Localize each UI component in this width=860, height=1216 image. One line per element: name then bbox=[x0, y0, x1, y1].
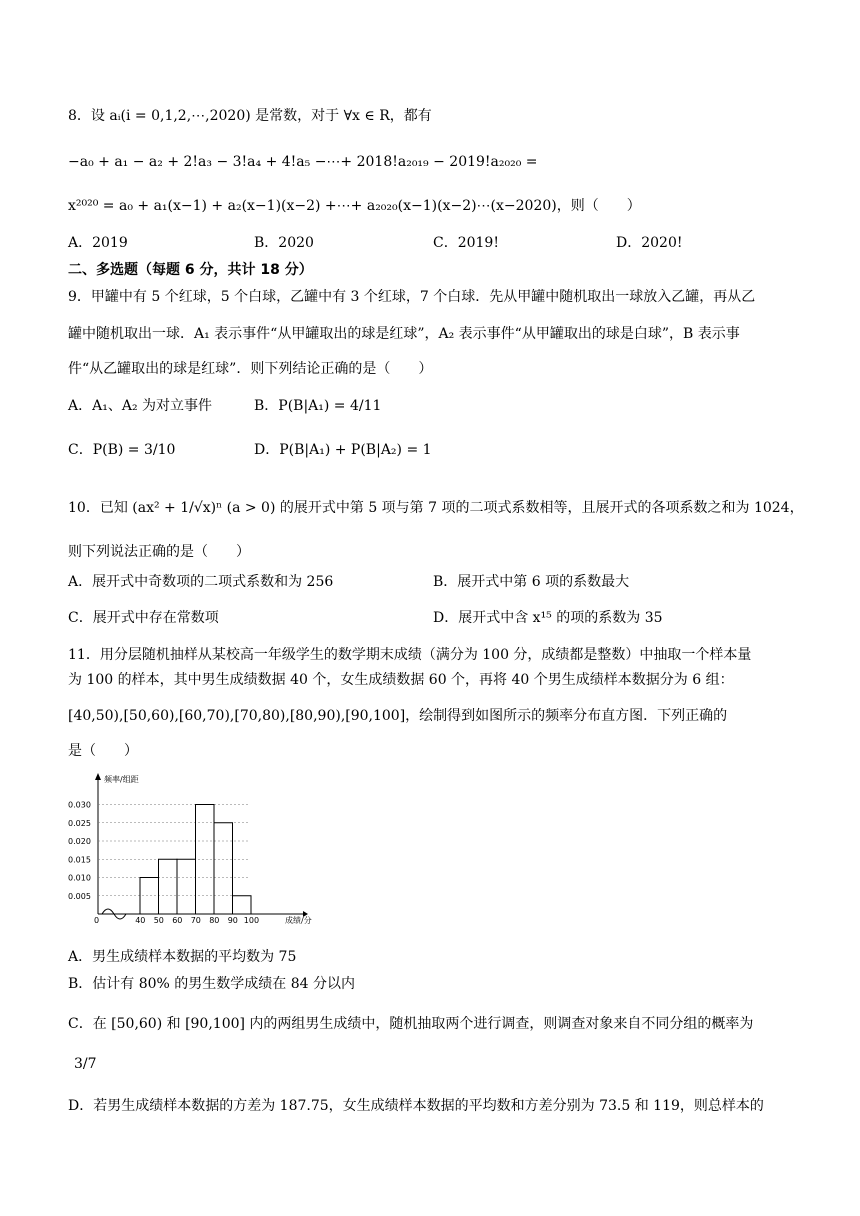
x-tick-label: 70 bbox=[190, 916, 201, 925]
q10-option-a: A．展开式中奇数项的二项式系数和为 256 bbox=[68, 574, 334, 590]
q8-expression-2: x²⁰²⁰ = a₀ + a₁(x−1) + a₂(x−1)(x−2) +⋯+ a₂₀₂₀(x−1)(x−2)⋯(x−2020)，则（ ） bbox=[68, 198, 641, 214]
histogram-bar bbox=[177, 859, 196, 914]
q8-option-a: A．2019 bbox=[68, 235, 128, 251]
y-tick-label: 0.020 bbox=[68, 837, 91, 846]
q10-stem-1: 10．已知 (ax² + 1/√x)ⁿ (a > 0) 的展开式中第 5 项与第 7 项的二项式系数相等，且展开式的各项系数之和为 1024， bbox=[68, 500, 804, 516]
q11-option-d: D．若男生成绩样本数据的方差为 187.75，女生成绩样本数据的平均数和方差分别为 73.5 和 119，则总样本的 bbox=[68, 1098, 764, 1114]
y-axis-label: 频率/组距 bbox=[104, 775, 139, 784]
x-axis-label: 成绩/分 bbox=[285, 916, 312, 925]
section-heading: 二、多选题（每题 6 分，共计 18 分） bbox=[68, 262, 313, 278]
y-tick-label: 0.030 bbox=[68, 800, 91, 810]
q9-option-b: B．P(B|A₁) = 4/11 bbox=[254, 398, 382, 414]
frequency-histogram bbox=[68, 770, 328, 930]
q10-option-c: C．展开式中存在常数项 bbox=[68, 610, 219, 626]
histogram-bar bbox=[214, 823, 233, 914]
q11-option-c: C．在 [50,60) 和 [90,100] 内的两组男生成绩中，随机抽取两个进行调查，则调查对象来自不同分组的概率为 bbox=[68, 1016, 754, 1032]
q8-option-d: D．2020! bbox=[616, 235, 683, 251]
q9-stem-2: 罐中随机取出一球．A₁ 表示事件“从甲罐取出的球是红球”，A₂ 表示事件“从甲罐取出的球是白球”，B 表示事 bbox=[68, 326, 740, 342]
histogram-bar bbox=[233, 896, 252, 914]
q10-stem-2: 则下列说法正确的是（ ） bbox=[68, 544, 250, 560]
q11-stem-3: [40,50),[50,60),[60,70),[70,80),[80,90),[90,100]，绘制得到如图所示的频率分布直方图．下列正确的 bbox=[68, 708, 728, 724]
q9-option-c: C．P(B) = 3/10 bbox=[68, 442, 176, 458]
q9-option-a: A．A₁、A₂ 为对立事件 bbox=[68, 398, 213, 414]
x-tick-label: 100 bbox=[243, 916, 260, 925]
q11-stem-1: 11．用分层随机抽样从某校高一年级学生的数学期末成绩（满分为 100 分，成绩都是整数）中抽取一个样本量 bbox=[68, 647, 752, 663]
y-tick-label: 0.005 bbox=[68, 891, 91, 901]
q8-expression-1: −a₀ + a₁ − a₂ + 2!a₃ − 3!a₄ + 4!a₅ −⋯+ 2018!a₂₀₁₉ − 2019!a₂₀₂₀ = bbox=[68, 154, 538, 170]
y-tick-label: 0.015 bbox=[68, 855, 91, 865]
q9-stem-3: 件“从乙罐取出的球是红球”．则下列结论正确的是（ ） bbox=[68, 361, 433, 377]
q11-option-b: B．估计有 80% 的男生数学成绩在 84 分以内 bbox=[68, 976, 356, 992]
q10-option-d: D．展开式中含 x¹⁵ 的项的系数为 35 bbox=[433, 610, 663, 626]
q11-stem-4: 是（ ） bbox=[68, 743, 138, 759]
histogram-bar bbox=[159, 859, 178, 914]
x-tick-label: 80 bbox=[209, 916, 220, 925]
x-tick-label: 50 bbox=[153, 916, 164, 925]
x-tick-label: 40 bbox=[135, 916, 146, 925]
q10-option-b: B．展开式中第 6 项的系数最大 bbox=[433, 574, 630, 590]
q8-option-b: B．2020 bbox=[254, 235, 314, 251]
q11-stem-2: 为 100 的样本，其中男生成绩数据 40 个，女生成绩数据 60 个，再将 40 个男生成绩样本数据分为 6 组： bbox=[68, 672, 734, 688]
q8-option-c: C．2019! bbox=[433, 235, 499, 251]
y-tick-label: 0.010 bbox=[68, 873, 91, 883]
q9-stem-1: 9．甲罐中有 5 个红球，5 个白球，乙罐中有 3 个红球，7 个白球．先从甲罐中随机取出一球放入乙罐，再从乙 bbox=[68, 289, 756, 305]
q11-option-c-fraction: 3/7 bbox=[74, 1056, 97, 1072]
origin-label: 0 bbox=[94, 916, 100, 925]
q8-stem: 8．设 aᵢ(i = 0,1,2,⋯,2020) 是常数，对于 ∀x ∈ R，都有 bbox=[68, 108, 432, 124]
q9-option-d: D．P(B|A₁) + P(B|A₂) = 1 bbox=[254, 442, 432, 458]
x-tick-label: 60 bbox=[172, 916, 183, 925]
q11-option-a: A．男生成绩样本数据的平均数为 75 bbox=[68, 949, 297, 965]
y-axis-arrow bbox=[95, 773, 101, 780]
y-tick-label: 0.025 bbox=[68, 818, 91, 828]
x-tick-label: 90 bbox=[227, 916, 238, 925]
